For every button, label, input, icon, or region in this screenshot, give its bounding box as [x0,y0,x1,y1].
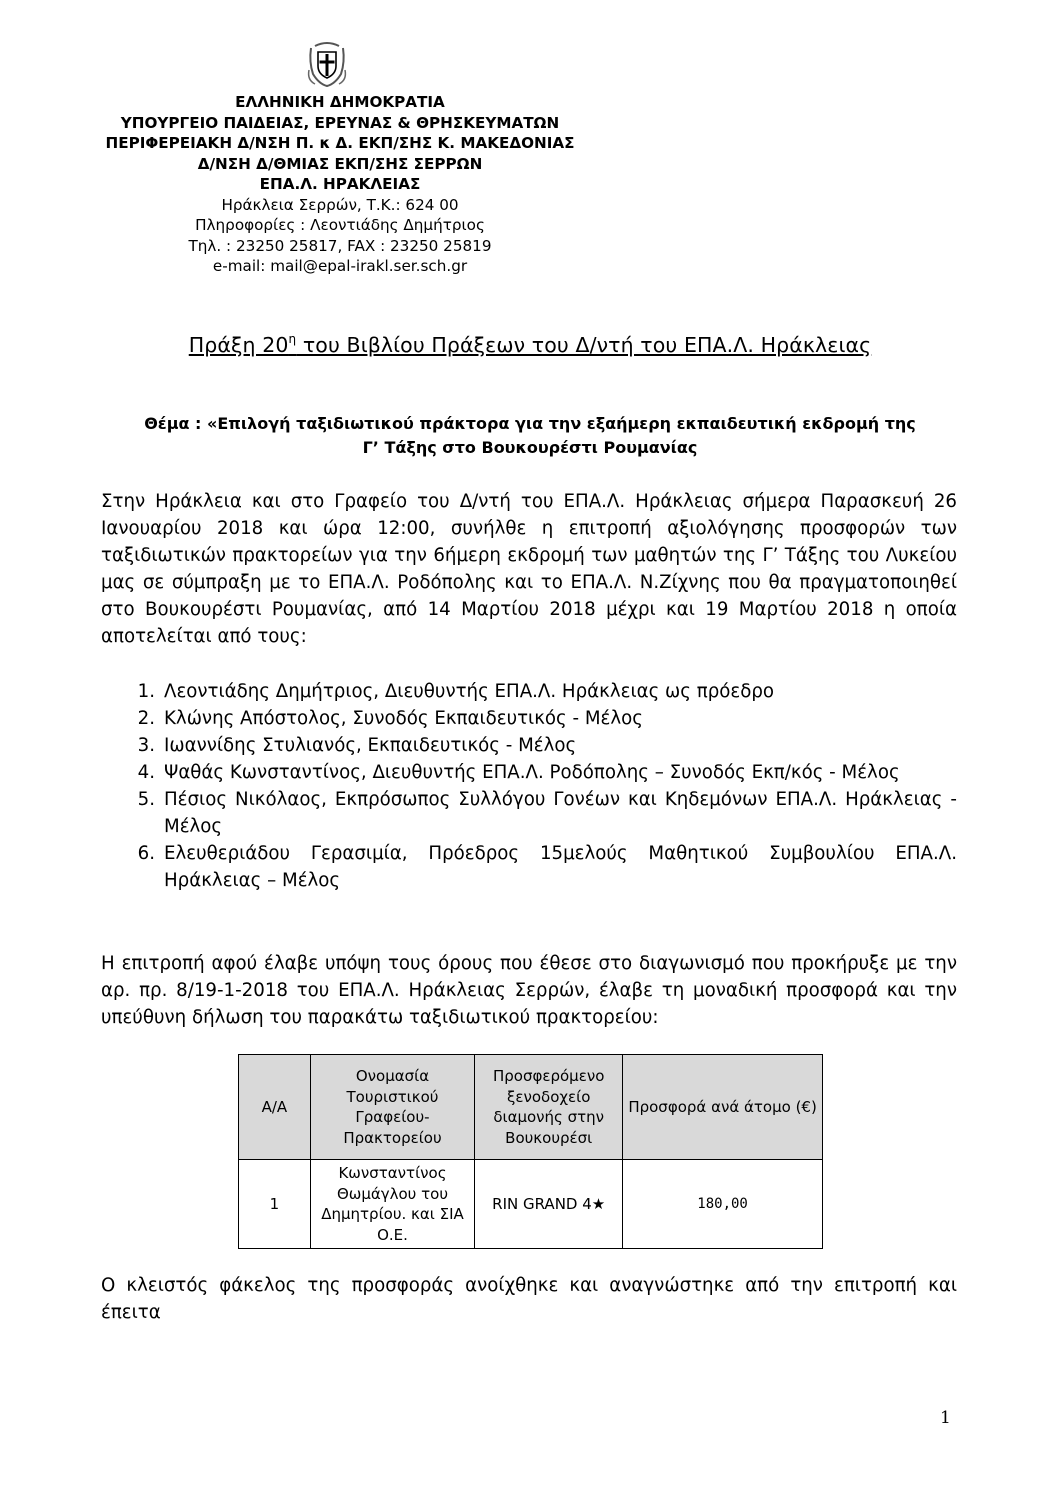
member-item [125,759,957,786]
subject-line-1: Θέμα : «Επιλογή ταξιδιωτικού πράκτορα για την εξαήμερη εκπαιδευτική εκδρομή της [144,414,916,433]
letterhead-phone-fax: Τηλ. : 23250 25817, FAX : 23250 25819 [188,236,492,255]
cell-price: 180,00 [623,1160,823,1249]
member-text: Ιωαννίδης Στυλιανός, Εκπαιδευτικός - Μέλος [164,735,577,756]
subject-line-2: Γ’ Τάξης στο Βουκουρέστι Ρουμανίας [362,438,698,457]
table-row [239,1160,823,1249]
cell-agency-name: Κωνσταντίνος Θωμάγλου του Δημητρίου. και ΣΙΑ Ο.Ε. [310,1160,474,1249]
letterhead-directorate: Δ/ΝΣΗ Δ/ΘΜΙΑΣ ΕΚΠ/ΣΗΣ ΣΕΡΡΩΝ [197,154,483,173]
member-number: 1. [137,681,155,702]
header-agency-name: Ονομασία Τουριστικού Γραφείου- Πρακτορείου [310,1055,474,1160]
header-hotel: Προσφερόμενο ξενοδοχείο διαμονής στην Βουκουρέσι [475,1055,623,1160]
title-superscript: η [288,332,297,346]
cell-hotel: RIN GRAND 4★ [475,1160,623,1249]
intro-paragraph: Στην Ηράκλεια και στο Γραφείο του Δ/ντή του ΕΠΑ.Λ. Ηράκλειας σήμερα Παρασκευή 26 Ιανουαρίου 2018 και ώρα 12:00, συνήλθε η επιτροπή αξιολόγησης προσφορών των ταξιδιωτικών πρακτορείων για την 6ήμερη εκδρομή των μαθητών της Γ’ Τάξης του Λυκείου μας σε σύμπραξη με το ΕΠΑ.Λ. Ροδόπολης και το ΕΠΑ.Λ. Ν.Ζίχνης που θα πραγματοποιηθεί στο Βουκουρέστι Ρουμανίας, από 14 Μαρτίου 2018 μέχρι και 19 Μαρτίου 2018 η οποία αποτελείται από τους: [101,491,957,647]
closing-paragraph: Ο κλειστός φάκελος της προσφοράς ανοίχθηκε και αναγνώστηκε από την επιτροπή και έπειτα [101,1275,957,1323]
member-text: Ελευθεριάδου Γερασιμία, Πρόεδρος 15μελούς Μαθητικού Συμβουλίου ΕΠΑ.Λ. Ηράκλειας – Μέλος [164,843,957,891]
title-part-2: του Βιβλίου Πράξεων του Δ/ντή του ΕΠΑ.Λ. Ηράκλειας [296,333,872,357]
member-text: Ψαθάς Κωνσταντίνος, Διευθυντής ΕΠΑ.Λ. Ροδόπολης – Συνοδός Εκπ/κός - Μέλος [164,762,900,783]
table-header-row [239,1055,823,1160]
member-text: Λεοντιάδης Δημήτριος, Διευθυντής ΕΠΑ.Λ. Ηράκλειας ως πρόεδρο [164,681,774,702]
member-number: 6. [137,843,155,864]
header-price: Προσφορά ανά άτομο (€) [623,1055,823,1160]
committee-decision-paragraph: Η επιτροπή αφού έλαβε υπόψη τους όρους που έθεσε στο διαγωνισμό που προκήρυξε με την αρ. πρ. 8/19-1-2018 του ΕΠΑ.Λ. Ηράκλειας Σερρών, έλαβε τη μοναδική προσφορά και την υπεύθυνη δήλωση του παρακάτω ταξιδιωτικού πρακτορείου: [101,953,957,1028]
letterhead-email: e-mail: mail@epal-irakl.ser.sch.gr [212,257,468,275]
letterhead-regional-directorate: ΠΕΡΙΦΕΡΕΙΑΚΗ Δ/ΝΣΗ Π. κ Δ. ΕΚΠ/ΣΗΣ Κ. ΜΑΚΕΔΟΝΙΑΣ [105,134,575,152]
letterhead [60,92,620,277]
greek-coat-of-arms-emblem [305,40,349,90]
member-text: Πέσιος Νικόλαος, Εκπρόσωπος Συλλόγου Γονέων και Κηδεμόνων ΕΠΑ.Λ. Ηράκλειας - Μέλος [164,789,957,837]
member-number: 2. [137,708,155,729]
committee-members-list [125,678,957,894]
member-item [125,840,957,894]
letterhead-republic: ΕΛΛΗΝΙΚΗ ΔΗΜΟΚΡΑΤΙΑ [235,93,445,111]
member-item [125,678,957,705]
member-item [125,732,957,759]
document-title [60,332,1000,357]
letterhead-ministry: ΥΠΟΥΡΓΕΙΟ ΠΑΙΔΕΙΑΣ, ΕΡΕΥΝΑΣ & ΘΡΗΣΚΕΥΜΑΤΩΝ [120,113,560,132]
offer-table [238,1054,823,1249]
letterhead-school: ΕΠΑ.Λ. ΗΡΑΚΛΕΙΑΣ [259,175,421,193]
member-item [125,705,957,732]
page-number: 1 [940,1408,951,1428]
member-number: 4. [137,762,155,783]
member-number: 3. [137,735,155,756]
member-number: 5. [137,789,155,810]
title-part-1: Πράξη 20 [188,333,289,357]
member-text: Κλώνης Απόστολος, Συνοδός Εκπαιδευτικός - Μέλος [164,708,643,729]
letterhead-contact-person: Πληροφορίες : Λεοντιάδης Δημήτριος [195,216,485,234]
cell-aa: 1 [239,1160,311,1249]
member-item [125,786,957,840]
letterhead-address: Ηράκλεια Σερρών, Τ.Κ.: 624 00 [221,195,459,214]
subject [100,412,960,460]
header-aa: Α/Α [239,1055,311,1160]
